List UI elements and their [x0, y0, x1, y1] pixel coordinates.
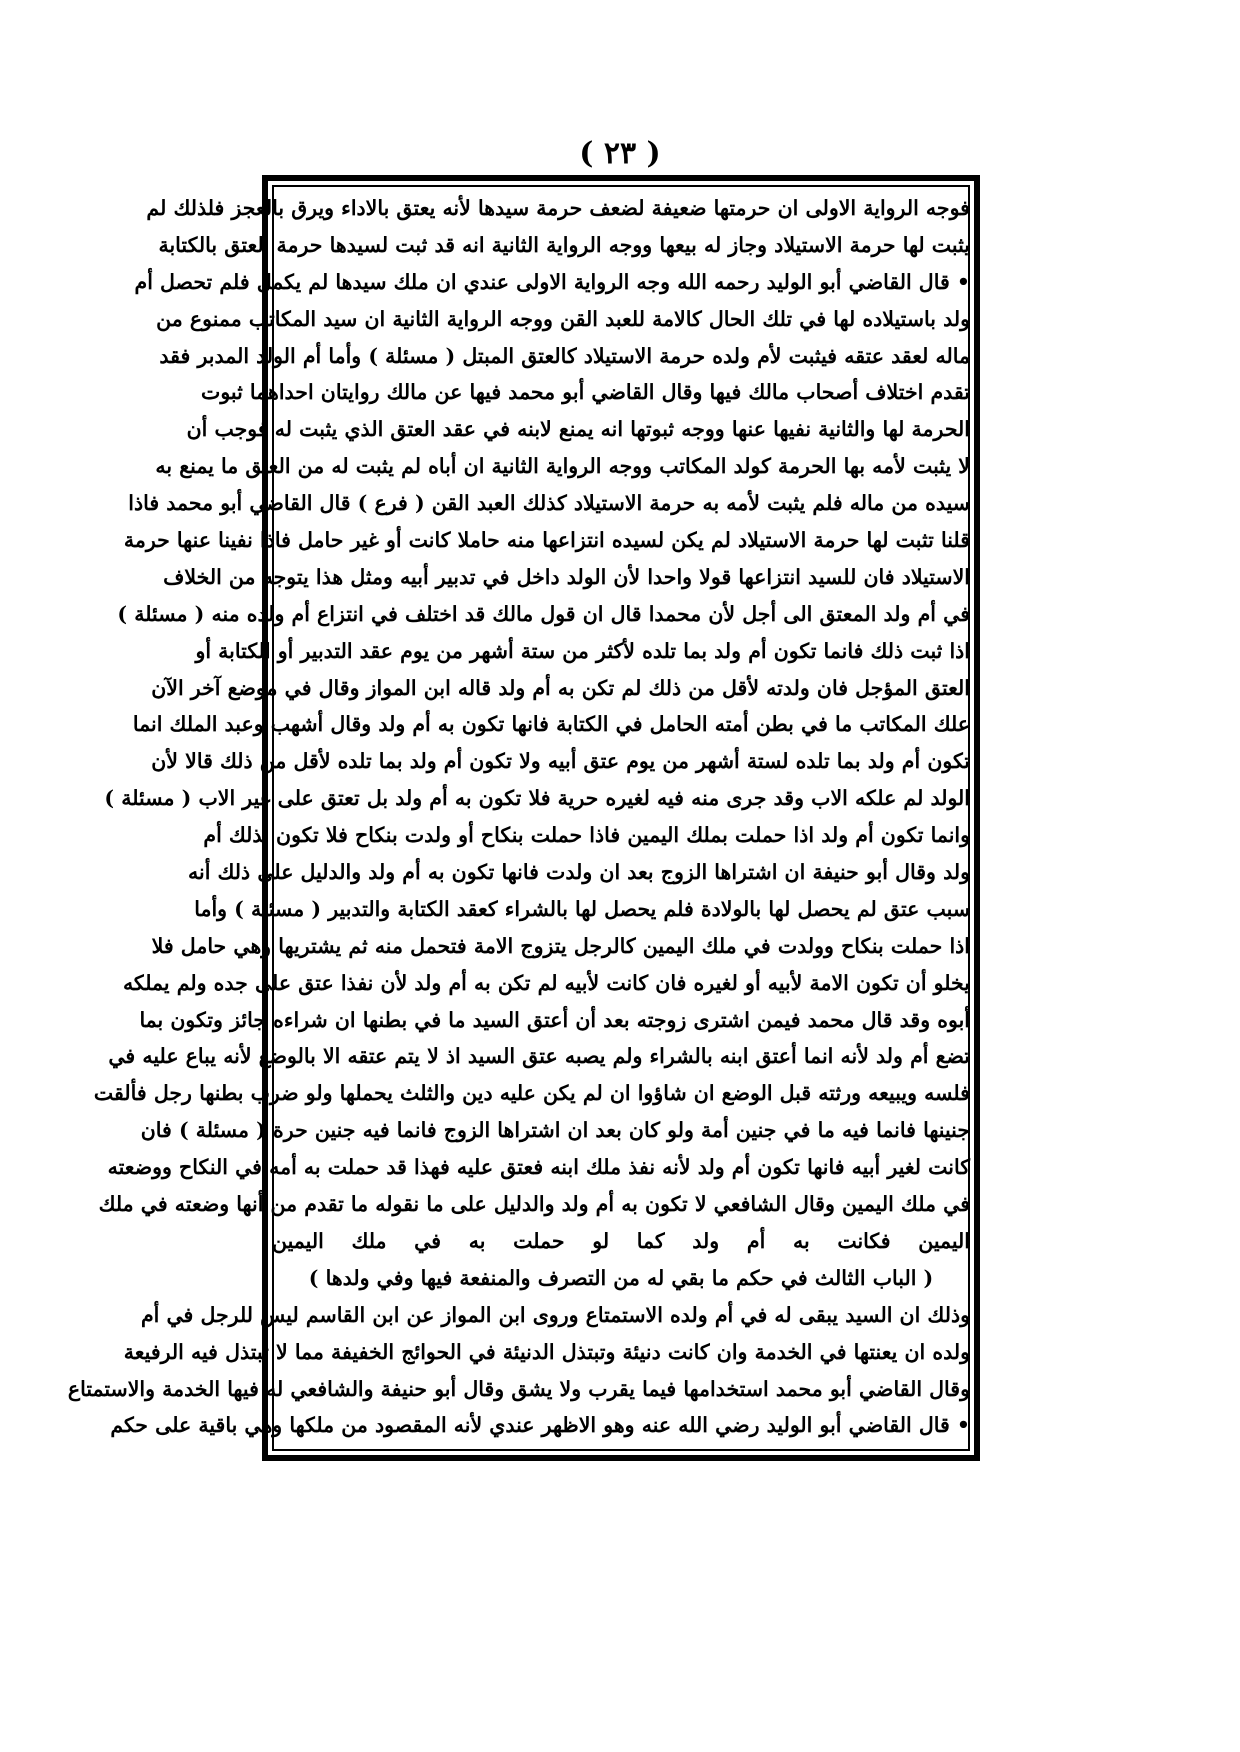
text-line: تقدم اختلاف أصحاب مالك فيها وقال القاضي أبو محمد فيها عن مالك روايتان احداهما ثبوت: [201, 380, 970, 405]
text-line: ولده ان يعنتها في الخدمة وان كانت دنيئة وتبتذل الدنيئة في الحوائج الخفيفة مما لا تبتذل فيه الرفيعة: [123, 1339, 970, 1364]
text-line: سبب عتق لم يحصل لها بالولادة فلم يحصل لها بالشراء كعقد الكتابة والتدبير ( مسئلة ) وأما: [194, 896, 970, 921]
chapter-heading: ( الباب الثالث في حكم ما بقي له من التصرف والمنفعة فيها وفي ولدها ): [308, 1265, 934, 1290]
text-line: الاستيلاد فان للسيد انتزاعها قولا واحدا لأن الولد داخل في تدبير أبيه ومثل هذا يتوجه من الخلاف: [163, 564, 970, 589]
text-line: جنينها فانما فيه ما في جنين أمة ولو كان بعد ان اشتراها الزوج فانما فيه جنين حرة ( مسئلة ) فان: [140, 1118, 970, 1143]
text-line: في أم ولد المعتق الى أجل لأن محمدا قال ان قول مالك قد اختلف في انتزاع أم ولده منه ( مسئلة ): [117, 601, 970, 626]
text-line: ولد باستيلاده لها في تلك الحال كالامة للعبد القن ووجه الرواية الثانية ان سيد المكاتب ممنوع من: [156, 306, 970, 331]
body-text: [67, 190, 970, 1446]
text-line: فوجه الرواية الاولى ان حرمتها ضعيفة لضعف حرمة سيدها لأنه يعتق بالاداء ويرق بالعجز فلذلك لم: [146, 196, 970, 220]
text-line: العتق المؤجل فان ولدته لأقل من ذلك لم تكن به أم ولد قاله ابن المواز وقال في موضع آخر الآن: [151, 675, 970, 700]
text-line: لا يثبت لأمه بها الحرمة كولد المكاتب ووجه الرواية الثانية ان أباه لم يثبت له من العتق ما يمنع به: [155, 454, 970, 479]
page-number: ( ٢٣ ): [579, 136, 661, 171]
text-line: قلنا تثبت لها حرمة الاستيلاد لم يكن لسيده انتزاعها منه حاملا كانت أو غير حامل فاذا نفينا عنها حرمة: [123, 528, 970, 553]
text-line: الحرمة لها والثانية نفيها عنها ووجه ثبوتها انه يمنع لابنه في عقد العتق الذي يثبت له فوجب أن: [186, 417, 970, 442]
text-line: • قال القاضي أبو الوليد رضي الله عنه وهو الاظهر عندي لأنه المقصود من ملكها وهي باقية على حكم: [110, 1413, 970, 1438]
text-line: فلسه ويبيعه ورثته قبل الوضع ان شاؤوا ان لم يكن عليه دين والثلث يحملها ولو ضرب بطنها رجل فألقت: [93, 1081, 970, 1106]
text-line: في ملك اليمين وقال الشافعي لا تكون به أم ولد والدليل على ما نقوله ما تقدم من أنها وضعته في ملك: [98, 1192, 970, 1217]
text-line: يخلو أن تكون الامة لأبيه أو لغيره فان كانت لأبيه لم تكن به أم ولد لأن نفذا عتق على جده ولم يملكه: [122, 970, 970, 995]
text-line: • قال القاضي أبو الوليد رحمه الله وجه الرواية الاولى عندي ان ملك سيدها لم يكمل فلم تحصل أم: [134, 269, 970, 294]
text-line: وذلك ان السيد يبقى له في أم ولده الاستمتاع وروى ابن المواز عن ابن القاسم ليس للرجل في أم: [140, 1302, 970, 1327]
text-line: ولد وقال أبو حنيفة ان اشتراها الزوج بعد ان ولدت فانها تكون به أم ولد والدليل على ذلك أنه: [188, 860, 970, 885]
text-line: سيده من ماله فلم يثبت لأمه به حرمة الاستيلاد كذلك العبد القن ( فرع ) قال القاضي أبو محمد فاذا: [128, 491, 970, 516]
text-line: تضع أم ولد لأنه انما أعتق ابنه بالشراء ولم يصبه عتق السيد اذ لا يتم عتقه الا بالوضع لأنه يباع عليه في: [108, 1044, 970, 1069]
text-line: وقال القاضي أبو محمد استخدامها فيما يقرب ولا يشق وقال أبو حنيفة والشافعي له فيها الخدمة والاستمتاع: [67, 1376, 970, 1401]
text-line: اذا ثبت ذلك فانما تكون أم ولد بما تلده لأكثر من ستة أشهر من يوم عقد التدبير أو الكتابة أو: [195, 638, 970, 663]
text-line: اليمين فكانت به أم ولد كما لو حملت به في ملك اليمين: [272, 1228, 970, 1253]
text-line: ماله لعقد عتقه فيثبت لأم ولده حرمة الاستيلاد كالعتق المبتل ( مسئلة ) وأما أم الولد المدبر فقد: [159, 343, 970, 368]
text-line: كانت لغير أبيه فانها تكون أم ولد لأنه نفذ ملك ابنه فعتق عليه فهذا قد حملت به أمه في النكاح ووضعته: [107, 1155, 970, 1180]
text-line: أبوه وقد قال محمد فيمن اشترى زوجته بعد أن أعتق السيد ما في بطنها ان شراءه جائز وتكون بما: [139, 1007, 970, 1032]
text-line: الولد لم علكه الاب وقد جرى منه فيه لغيره حرية فلا تكون به أم ولد بل تعتق على غير الاب ( مسئلة ): [104, 786, 970, 811]
text-line: علك المكاتب ما في بطن أمته الحامل في الكتابة فانها تكون به أم ولد وقال أشهب وعبد الملك انما: [132, 712, 970, 737]
text-line: يثبت لها حرمة الاستيلاد وجاز له بيعها ووجه الرواية الثانية انه قد ثبت لسيدها حرمة العتق بالكتابة: [158, 232, 970, 257]
text-line: تكون أم ولد بما تلده لستة أشهر من يوم عتق أبيه ولا تكون أم ولد بما تلده لأقل من ذلك قالا لأن: [151, 749, 970, 774]
text-line: اذا حملت بنكاح وولدت في ملك اليمين كالرجل يتزوج الامة فتحمل منه ثم يشتريها وهي حامل فلا: [151, 933, 970, 958]
text-line: وانما تكون أم ولد اذا حملت بملك اليمين فاذا حملت بنكاح أو ولدت بنكاح فلا تكون بذلك أم: [203, 823, 970, 848]
